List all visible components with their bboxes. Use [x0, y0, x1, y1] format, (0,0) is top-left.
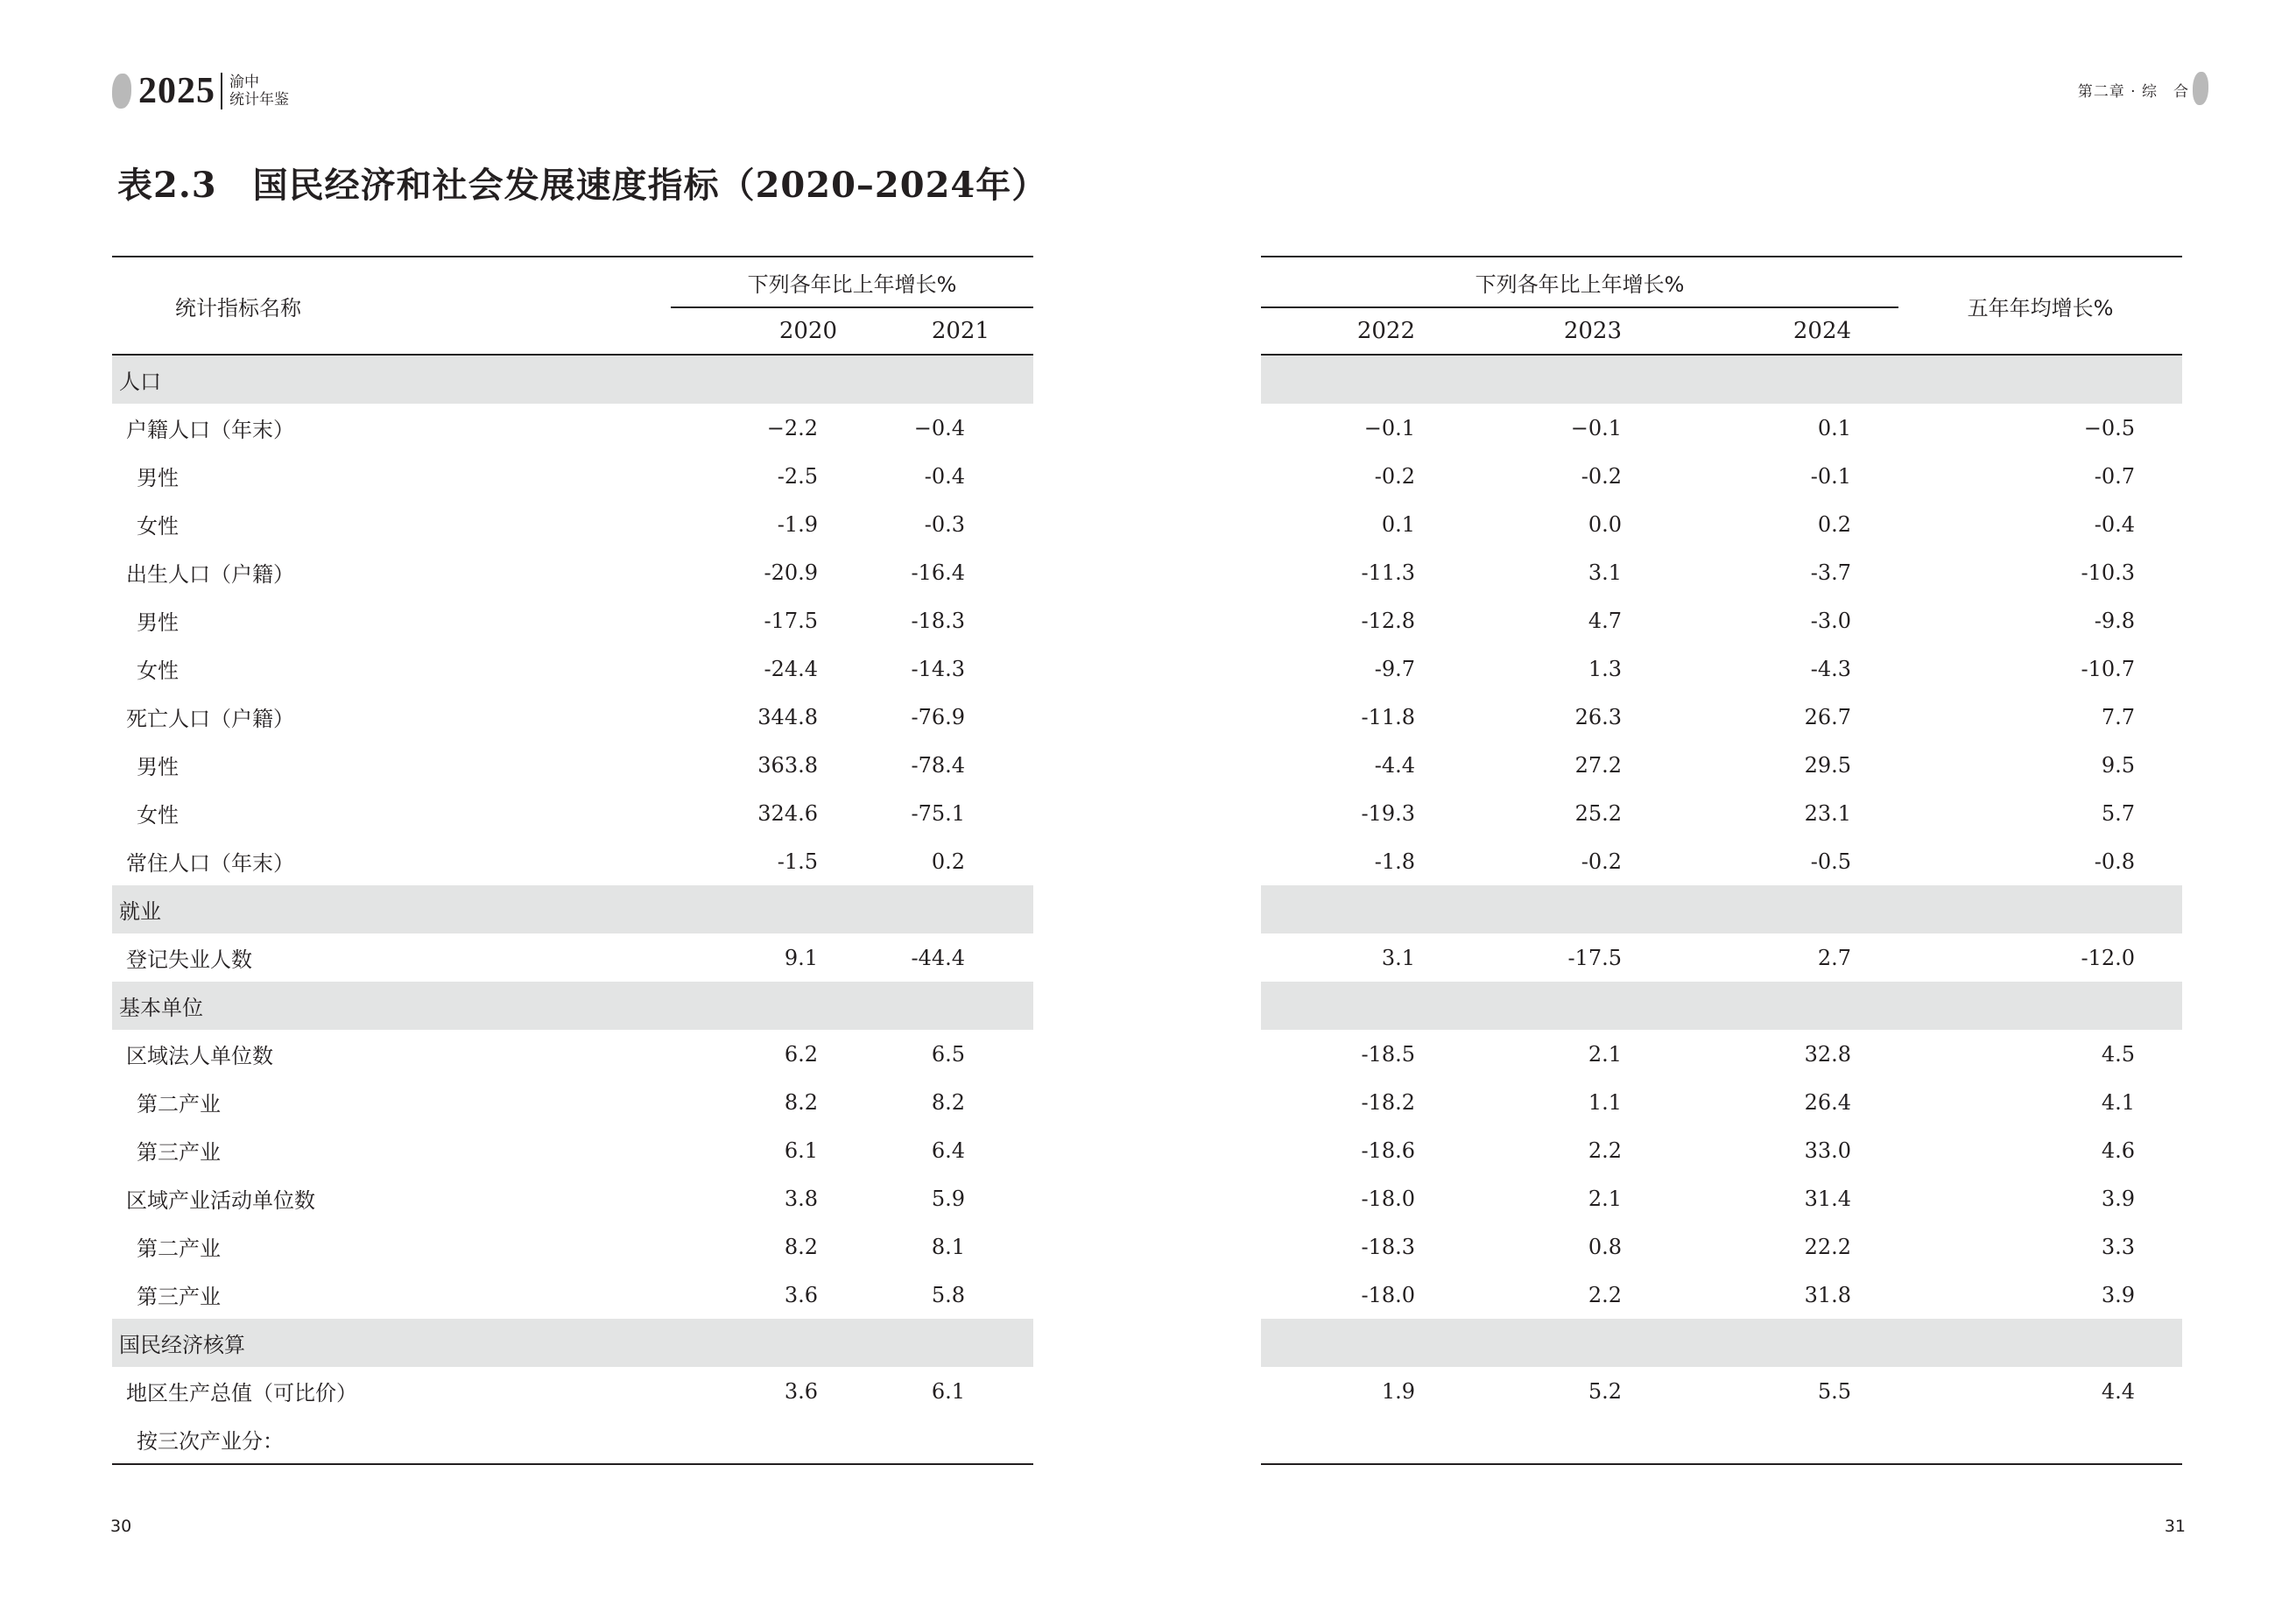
value-five-year-avg: 3.9 [2101, 1282, 2136, 1307]
indicator-name: 女性 [137, 659, 179, 683]
section-label: 基本单位 [112, 982, 1033, 1030]
section-row [1261, 1319, 2182, 1367]
value-2023: 0.8 [1588, 1234, 1622, 1259]
value-2023: 5.2 [1588, 1378, 1622, 1404]
logo-name [229, 74, 289, 109]
value-2022: 3.1 [1381, 945, 1415, 970]
table-row [1261, 500, 2182, 548]
table-row [112, 837, 1033, 885]
value-2024: 26.4 [1804, 1089, 1852, 1115]
value-2021: 5.9 [931, 1186, 965, 1211]
value-2022: -1.8 [1374, 849, 1415, 874]
value-2022: -18.5 [1361, 1041, 1415, 1067]
value-2024: 0.2 [1817, 511, 1852, 537]
indicator-name: 第二产业 [137, 1236, 221, 1261]
value-five-year-avg: -9.8 [2094, 608, 2136, 633]
logo-name-line2: 统计年鉴 [229, 91, 289, 109]
section-label: 就业 [112, 885, 1033, 933]
table-row [112, 1367, 1033, 1415]
value-2024: 26.7 [1804, 704, 1852, 729]
value-five-year-avg: -0.7 [2094, 463, 2136, 489]
group-header-right: 下列各年比上年增长% [1261, 257, 1898, 307]
value-five-year-avg: 4.1 [2101, 1089, 2136, 1115]
group-header-left: 下列各年比上年增长% [671, 257, 1033, 307]
value-2020: 6.1 [784, 1138, 818, 1163]
indicator-name: 男性 [137, 466, 179, 490]
table-row [112, 1174, 1033, 1222]
value-2020: 344.8 [757, 704, 818, 729]
value-2023: 0.0 [1588, 511, 1622, 537]
value-2020 [671, 1415, 872, 1464]
page-number-right: 31 [2164, 1517, 2186, 1536]
value-2020: 3.8 [784, 1186, 818, 1211]
avg-growth-header: 五年年均增长% [1898, 257, 2182, 355]
table-row [1261, 1415, 2182, 1464]
value-2024: -3.7 [1810, 560, 1852, 585]
value-2022: -4.4 [1374, 752, 1415, 778]
page-number-left: 30 [110, 1517, 132, 1536]
value-2021: 6.5 [931, 1041, 965, 1067]
value-2020: -1.5 [777, 849, 818, 874]
indicator-name: 女性 [137, 514, 179, 539]
table-row [112, 741, 1033, 789]
table-row [1261, 1030, 2182, 1078]
chapter-label: 第二章 · 综 合 [2077, 83, 2189, 101]
value-2022: -18.0 [1361, 1282, 1415, 1307]
indicator-name: 区域法人单位数 [126, 1044, 273, 1068]
indicator-name: 按三次产业分： [112, 1415, 671, 1464]
value-2021: 5.8 [931, 1282, 965, 1307]
value-2022: -18.2 [1361, 1089, 1415, 1115]
value-2020: -20.9 [764, 560, 818, 585]
value-2021 [872, 1415, 1033, 1464]
value-2023: −0.1 [1570, 415, 1622, 440]
value-2020: 8.2 [784, 1234, 818, 1259]
table-row [112, 693, 1033, 741]
table-row [1261, 1126, 2182, 1174]
value-2022: -11.3 [1361, 560, 1415, 585]
value-2023: 2.1 [1588, 1186, 1622, 1211]
value-2021: -75.1 [911, 800, 965, 826]
table-row [1261, 1271, 2182, 1319]
value-2024: 32.8 [1804, 1041, 1852, 1067]
section-band [1261, 355, 2182, 404]
value-2024: 33.0 [1804, 1138, 1852, 1163]
value-2021: -0.4 [924, 463, 965, 489]
indicator-name: 死亡人口（户籍） [126, 707, 294, 731]
section-row [112, 982, 1033, 1030]
value-2023: 27.2 [1574, 752, 1622, 778]
value-2023: 26.3 [1574, 704, 1622, 729]
year-header-2020: 2020 [671, 307, 872, 355]
table-right-page [1261, 256, 2182, 1465]
indicator-name: 区域产业活动单位数 [126, 1188, 315, 1213]
value-2023: -0.2 [1581, 849, 1622, 874]
value-five-year-avg: 4.6 [2101, 1138, 2136, 1163]
value-2020: 324.6 [757, 800, 818, 826]
value-five-year-avg: 9.5 [2101, 752, 2136, 778]
value-2020: -1.9 [777, 511, 818, 537]
value-2022: -11.8 [1361, 704, 1415, 729]
value-five-year-avg: 4.4 [2101, 1378, 2136, 1404]
value-2021: 0.2 [931, 849, 965, 874]
value-2023 [1461, 1415, 1681, 1464]
value-2020: 3.6 [784, 1282, 818, 1307]
table-row [1261, 548, 2182, 596]
section-row [1261, 982, 2182, 1030]
table-row [1261, 741, 2182, 789]
value-2023: -0.2 [1581, 463, 1622, 489]
table-row [1261, 1222, 2182, 1271]
indicator-name: 第三产业 [137, 1285, 221, 1309]
value-2021: 8.1 [931, 1234, 965, 1259]
value-2021: -18.3 [911, 608, 965, 633]
value-2023: -17.5 [1567, 945, 1622, 970]
value-2021: 6.4 [931, 1138, 965, 1163]
value-five-year-avg: -12.0 [2081, 945, 2136, 970]
value-2020: 9.1 [784, 945, 818, 970]
value-five-year-avg: -0.8 [2094, 849, 2136, 874]
table-row [1261, 596, 2182, 644]
value-2021: −0.4 [913, 415, 965, 440]
table-row [112, 789, 1033, 837]
value-2021: -78.4 [911, 752, 965, 778]
value-2023: 1.3 [1588, 656, 1622, 681]
leaf-icon [2193, 72, 2208, 105]
value-2024: 31.4 [1804, 1186, 1852, 1211]
value-2022: -12.8 [1361, 608, 1415, 633]
value-2020: −2.2 [766, 415, 818, 440]
section-row [1261, 885, 2182, 933]
indicator-header: 统计指标名称 [112, 257, 671, 355]
table-row [1261, 789, 2182, 837]
indicator-name: 地区生产总值（可比价） [126, 1381, 357, 1405]
table-row [112, 596, 1033, 644]
table-title: 表2.3 国民经济和社会发展速度指标（2020–2024年） [117, 165, 1048, 206]
year-header-2024: 2024 [1681, 307, 1898, 355]
table-row [112, 933, 1033, 982]
leaf-icon [112, 74, 131, 109]
indicator-name: 出生人口（户籍） [126, 562, 294, 587]
value-2022: -9.7 [1374, 656, 1415, 681]
value-2024: -0.1 [1810, 463, 1852, 489]
value-2024: 31.8 [1804, 1282, 1852, 1307]
value-2023: 2.2 [1588, 1282, 1622, 1307]
table-row [1261, 1078, 2182, 1126]
table-row [112, 1126, 1033, 1174]
value-2021: -0.3 [924, 511, 965, 537]
table-row [112, 1222, 1033, 1271]
table-row [1261, 644, 2182, 693]
table-row [1261, 837, 2182, 885]
value-2021: -76.9 [911, 704, 965, 729]
value-2024: 2.7 [1817, 945, 1852, 970]
value-2020: 363.8 [757, 752, 818, 778]
value-five-year-avg: 3.3 [2101, 1234, 2136, 1259]
value-2021: -16.4 [911, 560, 965, 585]
value-five-year-avg: -10.3 [2081, 560, 2136, 585]
value-2024: -0.5 [1810, 849, 1852, 874]
section-label: 国民经济核算 [112, 1319, 1033, 1367]
section-band [1261, 885, 2182, 933]
section-row [112, 885, 1033, 933]
section-row [112, 1319, 1033, 1367]
value-2024: 23.1 [1804, 800, 1852, 826]
value-2022: 0.1 [1381, 511, 1415, 537]
value-2023: 25.2 [1574, 800, 1622, 826]
value-five-year-avg: −0.5 [2083, 415, 2136, 440]
table-row [112, 452, 1033, 500]
value-five-year-avg: 7.7 [2101, 704, 2136, 729]
table-row [1261, 933, 2182, 982]
value-2022: -0.2 [1374, 463, 1415, 489]
value-2022: −0.1 [1363, 415, 1415, 440]
table-row [112, 404, 1033, 452]
section-band [1261, 1319, 2182, 1367]
logo-divider [221, 73, 222, 109]
indicator-name: 登记失业人数 [126, 947, 252, 972]
section-row [112, 355, 1033, 404]
table-row [112, 1271, 1033, 1319]
value-2024: 5.5 [1817, 1378, 1852, 1404]
value-five-year-avg: 5.7 [2101, 800, 2136, 826]
value-2020: 3.6 [784, 1378, 818, 1404]
value-five-year-avg: 4.5 [2101, 1041, 2136, 1067]
indicator-name: 男性 [137, 755, 179, 779]
value-2023: 2.1 [1588, 1041, 1622, 1067]
section-row [1261, 355, 2182, 404]
indicator-name: 第三产业 [137, 1140, 221, 1165]
value-2023: 3.1 [1588, 560, 1622, 585]
value-2020: 6.2 [784, 1041, 818, 1067]
table-row [112, 644, 1033, 693]
value-2020: -17.5 [764, 608, 818, 633]
logo-name-line1: 渝中 [229, 74, 259, 91]
section-band [1261, 982, 2182, 1030]
value-2024: -3.0 [1810, 608, 1852, 633]
table-row [112, 500, 1033, 548]
value-2024 [1681, 1415, 1898, 1464]
indicator-name: 户籍人口（年末） [126, 418, 294, 442]
value-five-year-avg [1898, 1415, 2182, 1464]
value-2022: 1.9 [1381, 1378, 1415, 1404]
year-header-2021: 2021 [872, 307, 1033, 355]
table-row [1261, 693, 2182, 741]
table-row [112, 1030, 1033, 1078]
value-2022 [1261, 1415, 1461, 1464]
value-2024: 29.5 [1804, 752, 1852, 778]
value-2020: -2.5 [777, 463, 818, 489]
value-2024: 22.2 [1804, 1234, 1852, 1259]
table-row [112, 1415, 1033, 1464]
value-2022: -18.6 [1361, 1138, 1415, 1163]
indicator-name: 常住人口（年末） [126, 851, 294, 876]
table-row [112, 1078, 1033, 1126]
value-2021: 6.1 [931, 1378, 965, 1404]
value-2022: -18.3 [1361, 1234, 1415, 1259]
yearbook-logo [112, 70, 289, 112]
value-2024: -4.3 [1810, 656, 1852, 681]
value-2021: -14.3 [911, 656, 965, 681]
section-label: 人口 [112, 355, 1033, 404]
year-header-2023: 2023 [1461, 307, 1681, 355]
indicator-name: 男性 [137, 610, 179, 635]
year-header-2022: 2022 [1261, 307, 1461, 355]
value-five-year-avg: -10.7 [2081, 656, 2136, 681]
value-2022: -18.0 [1361, 1186, 1415, 1211]
value-five-year-avg: -0.4 [2094, 511, 2136, 537]
table-row [1261, 404, 2182, 452]
value-2020: -24.4 [764, 656, 818, 681]
logo-year: 2025 [138, 71, 215, 111]
value-2021: -44.4 [911, 945, 965, 970]
table-row [1261, 1174, 2182, 1222]
value-2021: 8.2 [931, 1089, 965, 1115]
indicator-name: 第二产业 [137, 1092, 221, 1116]
value-five-year-avg: 3.9 [2101, 1186, 2136, 1211]
value-2024: 0.1 [1817, 415, 1852, 440]
value-2023: 2.2 [1588, 1138, 1622, 1163]
table-row [112, 548, 1033, 596]
indicator-name: 女性 [137, 803, 179, 828]
value-2020: 8.2 [784, 1089, 818, 1115]
table-row [1261, 1367, 2182, 1415]
table-left-page [112, 256, 1033, 1465]
value-2022: -19.3 [1361, 800, 1415, 826]
value-2023: 1.1 [1588, 1089, 1622, 1115]
table-row [1261, 452, 2182, 500]
value-2023: 4.7 [1588, 608, 1622, 633]
